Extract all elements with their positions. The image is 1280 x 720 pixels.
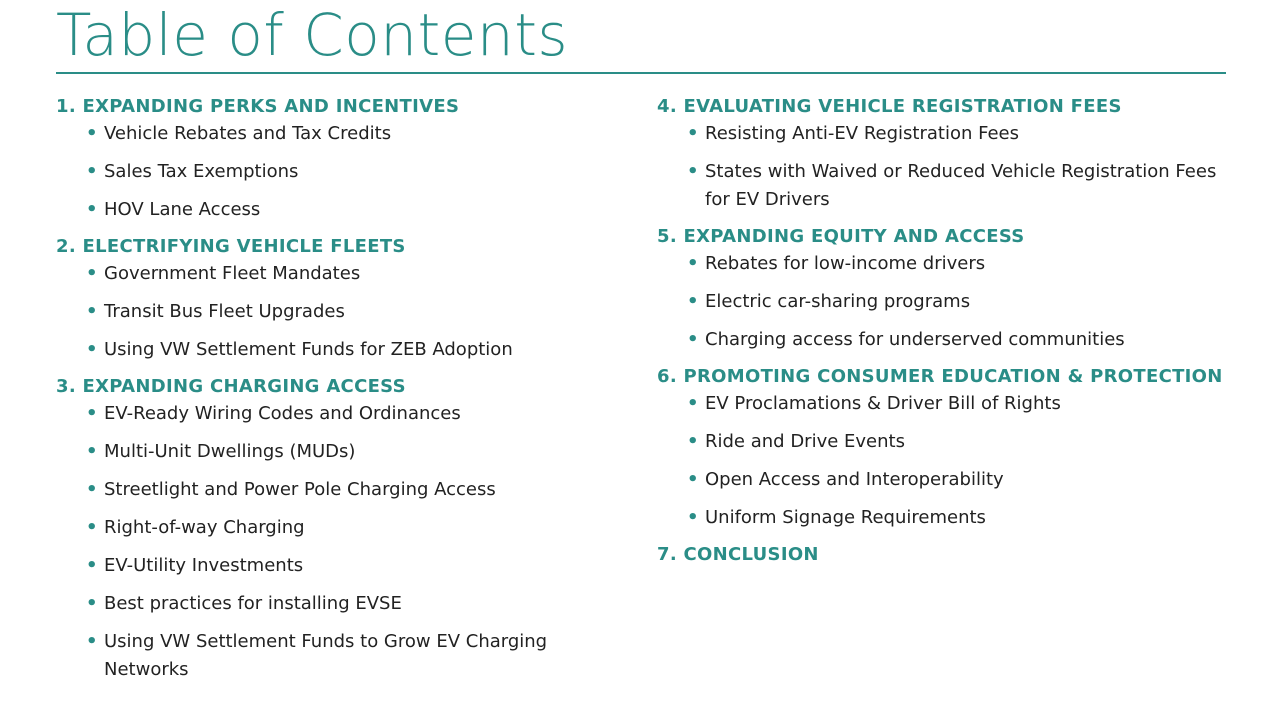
- toc-item-label: Multi-Unit Dwellings (MUDs): [104, 441, 356, 462]
- bullet-icon: •: [687, 253, 699, 274]
- bullet-icon: •: [86, 123, 98, 144]
- toc-item[interactable]: [56, 336, 636, 364]
- bullet-icon: •: [687, 329, 699, 350]
- toc-item[interactable]: [56, 400, 636, 428]
- toc-item[interactable]: [657, 428, 1227, 456]
- toc-item-label: HOV Lane Access: [104, 199, 261, 220]
- bullet-icon: •: [86, 441, 98, 462]
- toc-item-label: Using VW Settlement Funds for ZEB Adoption: [104, 339, 513, 360]
- toc-column-left: [56, 94, 636, 694]
- toc-column-right: [657, 94, 1227, 568]
- bullet-icon: •: [687, 123, 699, 144]
- toc-item-label: Transit Bus Fleet Upgrades: [104, 301, 345, 322]
- toc-list: [657, 390, 1227, 532]
- toc-item[interactable]: [657, 158, 1227, 214]
- bullet-icon: •: [86, 301, 98, 322]
- title-divider: [56, 72, 1226, 74]
- toc-item-label: EV-Ready Wiring Codes and Ordinances: [104, 403, 461, 424]
- toc-item-label: Best practices for installing EVSE: [104, 593, 402, 614]
- toc-item-label: EV Proclamations & Driver Bill of Rights: [705, 393, 1061, 414]
- toc-section-6: [657, 364, 1227, 532]
- bullet-icon: •: [687, 291, 699, 312]
- toc-item[interactable]: [56, 158, 636, 186]
- bullet-icon: •: [687, 393, 699, 414]
- section-heading[interactable]: 7. CONCLUSION: [657, 544, 819, 565]
- toc-item-label: Sales Tax Exemptions: [104, 161, 299, 182]
- toc-section-3: [56, 374, 636, 684]
- bullet-icon: •: [86, 555, 98, 576]
- toc-item-label: Vehicle Rebates and Tax Credits: [104, 123, 392, 144]
- bullet-icon: •: [687, 507, 699, 528]
- toc-list: [657, 250, 1227, 354]
- toc-section-2: [56, 234, 636, 364]
- bullet-icon: •: [687, 431, 699, 452]
- toc-item[interactable]: [657, 120, 1227, 148]
- bullet-icon: •: [86, 403, 98, 424]
- toc-item[interactable]: [56, 196, 636, 224]
- toc-list: [56, 260, 636, 364]
- toc-item[interactable]: [56, 590, 636, 618]
- section-heading[interactable]: 3. EXPANDING CHARGING ACCESS: [56, 376, 406, 397]
- toc-item-label: Electric car-sharing programs: [705, 291, 971, 312]
- bullet-icon: •: [86, 339, 98, 360]
- toc-item-label: Using VW Settlement Funds to Grow EV Charging Networks: [104, 631, 548, 680]
- toc-list: [56, 120, 636, 224]
- toc-item-label: Government Fleet Mandates: [104, 263, 361, 284]
- bullet-icon: •: [86, 593, 98, 614]
- toc-section-4: [657, 94, 1227, 214]
- bullet-icon: •: [86, 631, 98, 652]
- toc-item[interactable]: [657, 326, 1227, 354]
- toc-item-label: Rebates for low-income drivers: [705, 253, 986, 274]
- toc-item[interactable]: [56, 260, 636, 288]
- bullet-icon: •: [86, 199, 98, 220]
- toc-list: [56, 400, 636, 684]
- bullet-icon: •: [86, 517, 98, 538]
- toc-item-label: Streetlight and Power Pole Charging Access: [104, 479, 496, 500]
- toc-item[interactable]: [657, 390, 1227, 418]
- bullet-icon: •: [86, 479, 98, 500]
- toc-item[interactable]: [657, 504, 1227, 532]
- page-title: Table of Contents: [56, 1, 569, 69]
- toc-item-label: Ride and Drive Events: [705, 431, 905, 452]
- toc-item-label: EV-Utility Investments: [104, 555, 304, 576]
- toc-item[interactable]: [56, 438, 636, 466]
- toc-item-label: Resisting Anti-EV Registration Fees: [705, 123, 1019, 144]
- toc-item[interactable]: [56, 628, 636, 684]
- toc-item[interactable]: [657, 250, 1227, 278]
- toc-item[interactable]: [56, 552, 636, 580]
- toc-item[interactable]: [56, 476, 636, 504]
- bullet-icon: •: [687, 161, 699, 182]
- section-heading[interactable]: 1. EXPANDING PERKS AND INCENTIVES: [56, 96, 460, 117]
- toc-item-label: States with Waived or Reduced Vehicle Registration Fees for EV Drivers: [705, 161, 1217, 210]
- toc-section-5: [657, 224, 1227, 354]
- section-heading[interactable]: 4. EVALUATING VEHICLE REGISTRATION FEES: [657, 96, 1122, 117]
- toc-item-label: Uniform Signage Requirements: [705, 507, 986, 528]
- toc-item[interactable]: [657, 288, 1227, 316]
- toc-section-7: [657, 542, 1227, 568]
- section-heading[interactable]: 6. PROMOTING CONSUMER EDUCATION & PROTECTION: [657, 366, 1223, 387]
- toc-item-label: Right-of-way Charging: [104, 517, 305, 538]
- section-heading[interactable]: 2. ELECTRIFYING VEHICLE FLEETS: [56, 236, 406, 257]
- toc-list: [657, 120, 1227, 214]
- toc-item[interactable]: [56, 514, 636, 542]
- section-heading[interactable]: 5. EXPANDING EQUITY AND ACCESS: [657, 226, 1025, 247]
- toc-item-label: Charging access for underserved communities: [705, 329, 1125, 350]
- bullet-icon: •: [86, 263, 98, 284]
- bullet-icon: •: [687, 469, 699, 490]
- toc-item[interactable]: [657, 466, 1227, 494]
- toc-item[interactable]: [56, 120, 636, 148]
- toc-item-label: Open Access and Interoperability: [705, 469, 1004, 490]
- toc-item[interactable]: [56, 298, 636, 326]
- toc-section-1: [56, 94, 636, 224]
- bullet-icon: •: [86, 161, 98, 182]
